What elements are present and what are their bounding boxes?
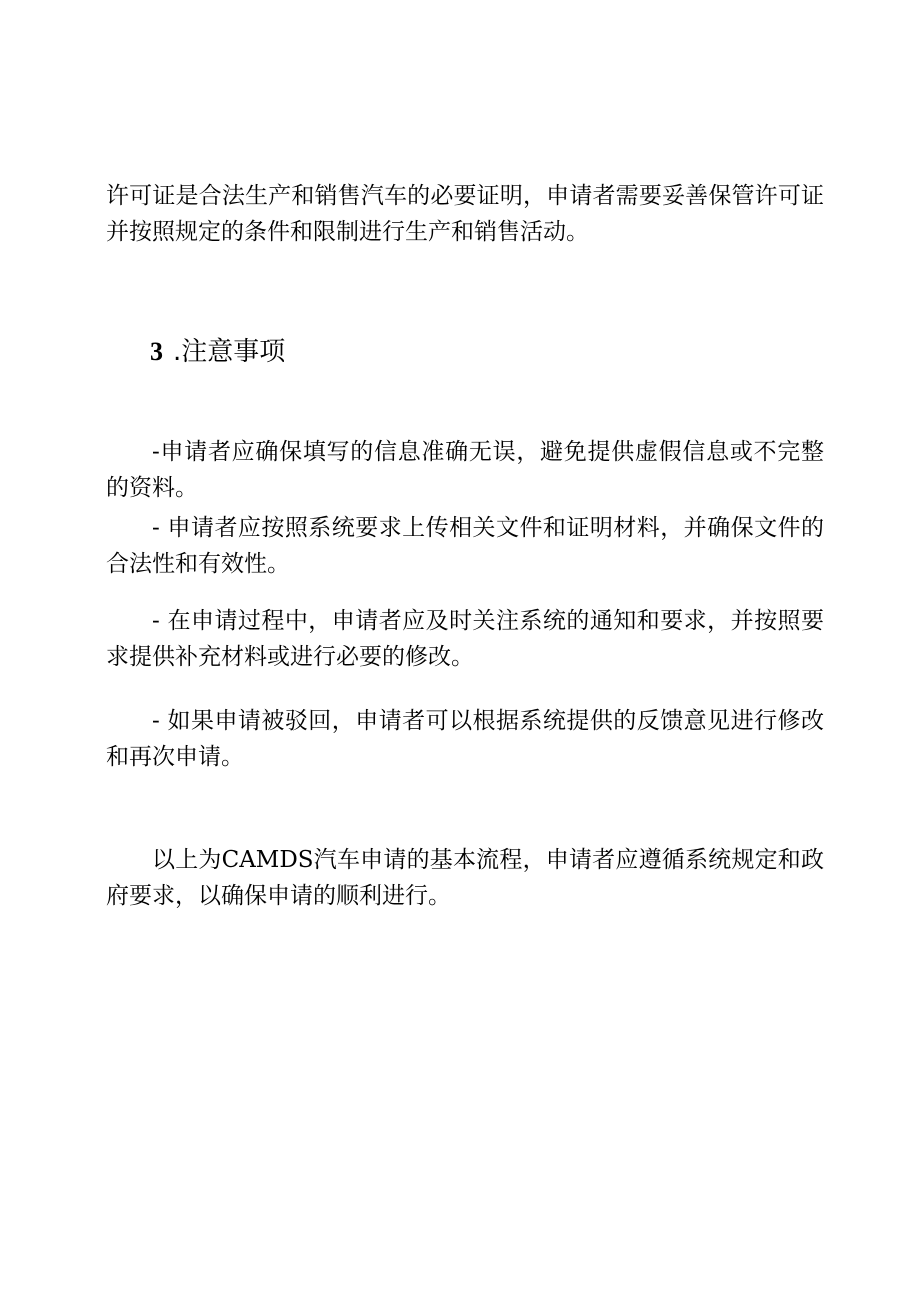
section-heading: [150, 334, 285, 370]
section-title: .注意事项: [173, 337, 286, 367]
note-item: - 在申请过程中，申请者应及时关注系统的通知和要求，并按照要求提供补充材料或进行必要的修改。: [106, 608, 824, 670]
note-item: - 申请者应按照系统要求上传相关文件和证明材料，并确保文件的合法性和有效性。: [106, 515, 824, 577]
note-item: - 如果申请被驳回，申请者可以根据系统提供的反馈意见进行修改和再次申请。: [106, 708, 824, 770]
section-number: 3: [150, 337, 163, 366]
note-item: -申请者应确保填写的信息准确无误，避免提供虚假信息或不完整的资料。: [106, 439, 824, 501]
intro-paragraph: 许可证是合法生产和销售汽车的必要证明，申请者需要妥善保管许可证并按照规定的条件和限制进行生产和销售活动。: [106, 183, 824, 245]
conclusion-paragraph: 以上为CAMDS汽车申请的基本流程，申请者应遵循系统规定和政府要求，以确保申请的顺利进行。: [106, 847, 824, 909]
